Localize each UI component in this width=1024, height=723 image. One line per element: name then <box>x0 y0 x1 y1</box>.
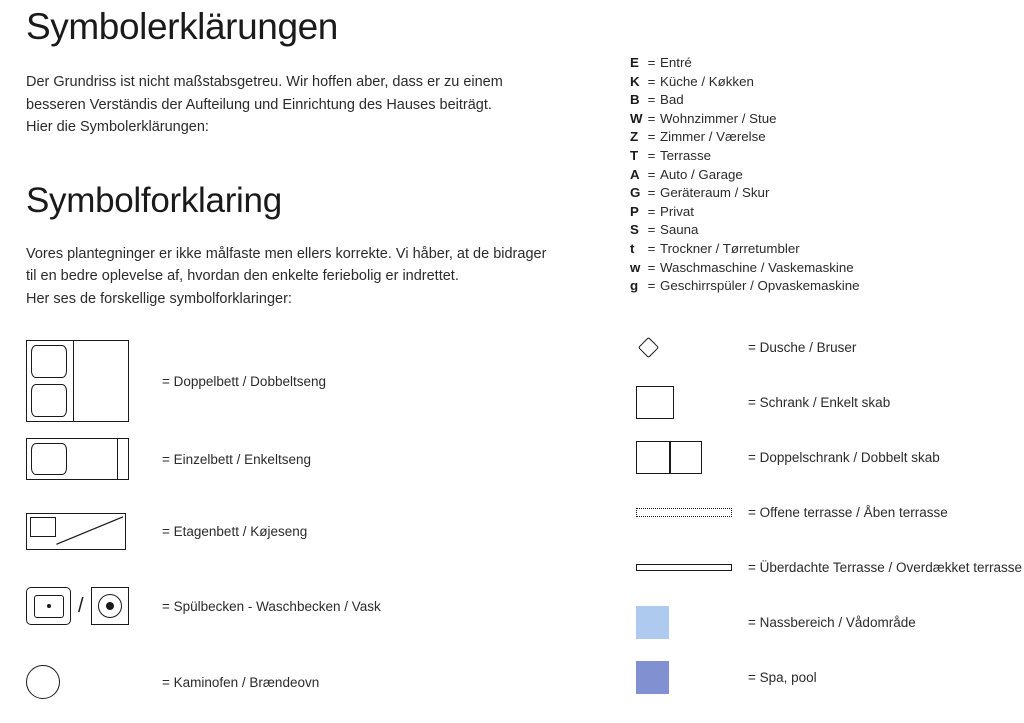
abbr-key: t <box>630 240 635 256</box>
bunk-bed-icon <box>26 513 146 550</box>
abbreviation-row <box>630 128 1010 147</box>
legend-label-spa-pool: = Spa, pool <box>748 670 817 685</box>
german-title: Symbolerklärungen <box>26 6 338 47</box>
abbr-key: w <box>630 259 641 275</box>
right-symbol-list <box>630 320 1024 705</box>
german-intro-line-3: Hier die Symbolerklärungen: <box>26 119 209 135</box>
danish-intro-line-3: Her ses de forskellige symbolforklaringer: <box>26 290 292 307</box>
abbr-key: W <box>630 110 643 126</box>
legend-item-single-cabinet <box>630 375 1024 430</box>
abbreviation-row <box>630 203 1010 222</box>
wet-area-swatch-icon <box>630 606 748 639</box>
legend-label-covered-terrace: = Überdachte Terrasse / Overdækket terrasse <box>748 560 1022 575</box>
abbreviation-row <box>630 54 1010 73</box>
shower-icon <box>630 340 748 355</box>
abbr-key: Z <box>630 129 639 145</box>
danish-title: Symbolforklaring <box>26 180 282 220</box>
abbr-value: Wohnzimmer / Stue <box>660 110 777 126</box>
abbreviation-row <box>630 73 1010 92</box>
abbreviation-row <box>630 221 1010 240</box>
german-intro <box>26 71 556 139</box>
abbr-key: g <box>630 278 639 294</box>
abbr-value: Entré <box>660 55 692 70</box>
legend-label-single-bed: = Einzelbett / Enkeltseng <box>162 451 311 467</box>
left-column <box>26 0 606 699</box>
abbr-value: Geräteraum / Skur <box>660 185 770 201</box>
left-symbol-list <box>26 340 606 699</box>
fireplace-stove-icon <box>26 665 146 699</box>
abbr-value: Geschirrspüler / Opvaskemaskine <box>660 278 860 294</box>
legend-item-shower <box>630 320 1024 375</box>
legend-label-single-cabinet: = Schrank / Enkelt skab <box>748 395 891 410</box>
separator-slash: / <box>78 595 84 617</box>
legend-item-double-bed <box>26 340 606 422</box>
abbr-equals: = <box>647 203 656 219</box>
abbr-equals: = <box>647 185 656 201</box>
abbreviation-row <box>630 240 1010 259</box>
legend-item-single-bed <box>26 438 606 480</box>
abbr-key: B <box>630 92 640 108</box>
legend-label-double-bed: = Doppelbett / Dobbeltseng <box>162 373 326 389</box>
legend-item-wet-area <box>630 595 1024 650</box>
legend-label-stove: = Kaminofen / Brændeovn <box>162 674 320 690</box>
double-cabinet-icon <box>630 441 748 474</box>
abbr-value: Waschmaschine / Vaskemaskine <box>660 259 854 275</box>
abbr-key: A <box>630 166 640 182</box>
abbr-value: Privat <box>660 203 694 219</box>
legend-label-bunk-bed: = Etagenbett / Køjeseng <box>162 524 308 539</box>
legend-label-open-terrace: = Offene terrasse / Åben terrasse <box>748 505 948 520</box>
open-terrace-icon <box>630 508 748 517</box>
abbreviation-row <box>630 110 1010 129</box>
abbr-value: Sauna <box>660 222 699 238</box>
abbr-equals: = <box>647 222 656 238</box>
abbr-equals: = <box>647 166 656 182</box>
legend-item-spa-pool <box>630 650 1024 705</box>
legend-item-bunk-bed <box>26 513 606 550</box>
abbr-key: G <box>630 185 641 201</box>
covered-terrace-icon <box>630 564 748 571</box>
danish-intro-line-1: Vores plantegninger er ikke målfaste men ellers korrekte. Vi håber, at de bidrager <box>26 245 547 262</box>
legend-item-sink <box>26 587 606 625</box>
legend-item-covered-terrace <box>630 540 1024 595</box>
abbr-equals: = <box>647 259 656 275</box>
abbreviation-row <box>630 147 1010 166</box>
double-bed-icon <box>26 340 146 422</box>
legend-item-open-terrace <box>630 485 1024 540</box>
abbr-value: Küche / Køkken <box>660 73 754 89</box>
danish-intro-line-2: til en bedre oplevelse af, hvordan den enkelte feriebolig er indrettet. <box>26 268 459 284</box>
danish-intro <box>26 243 556 311</box>
legend-label-wet-area: = Nassbereich / Vådområde <box>748 615 916 630</box>
abbr-equals: = <box>647 110 656 126</box>
abbr-value: Auto / Garage <box>660 166 743 182</box>
abbreviation-row <box>630 91 1010 110</box>
single-bed-icon <box>26 438 146 480</box>
abbr-key: S <box>630 222 639 238</box>
abbr-equals: = <box>647 55 656 70</box>
legend-item-double-cabinet <box>630 430 1024 485</box>
abbreviation-row <box>630 259 1010 278</box>
abbr-key: K <box>630 73 640 89</box>
legend-item-stove <box>26 665 606 699</box>
abbr-key: T <box>630 147 639 163</box>
abbreviation-row <box>630 166 1010 185</box>
legend-label-double-cabinet: = Doppelschrank / Dobbelt skab <box>748 450 940 465</box>
abbr-equals: = <box>647 240 656 256</box>
abbr-equals: = <box>647 92 656 108</box>
legend-label-sink: = Spülbecken - Waschbecken / Vask <box>162 598 381 614</box>
spa-pool-swatch-icon <box>630 661 748 694</box>
abbr-equals: = <box>647 147 656 163</box>
abbr-equals: = <box>647 278 656 294</box>
sink-basin-icon <box>26 587 146 625</box>
abbreviation-list <box>630 54 1010 296</box>
abbreviation-row <box>630 277 1010 296</box>
abbr-key: P <box>630 203 639 219</box>
single-cabinet-icon <box>630 386 748 419</box>
abbr-value: Trockner / Tørretumbler <box>660 240 800 256</box>
abbr-equals: = <box>647 129 656 145</box>
abbr-value: Terrasse <box>660 147 711 163</box>
abbr-value: Zimmer / Værelse <box>660 129 766 145</box>
german-intro-line-2: besseren Verständis der Aufteilung und Einrichtung des Hauses beiträgt. <box>26 96 492 113</box>
legend-label-shower: = Dusche / Bruser <box>748 340 857 355</box>
abbr-key: E <box>630 55 639 70</box>
german-intro-line-1: Der Grundriss ist nicht maßstabsgetreu. Wir hoffen aber, dass er zu einem <box>26 74 503 90</box>
abbr-equals: = <box>647 73 656 89</box>
abbreviation-row <box>630 184 1010 203</box>
danish-title-wrap <box>26 180 606 222</box>
abbr-value: Bad <box>660 92 684 108</box>
